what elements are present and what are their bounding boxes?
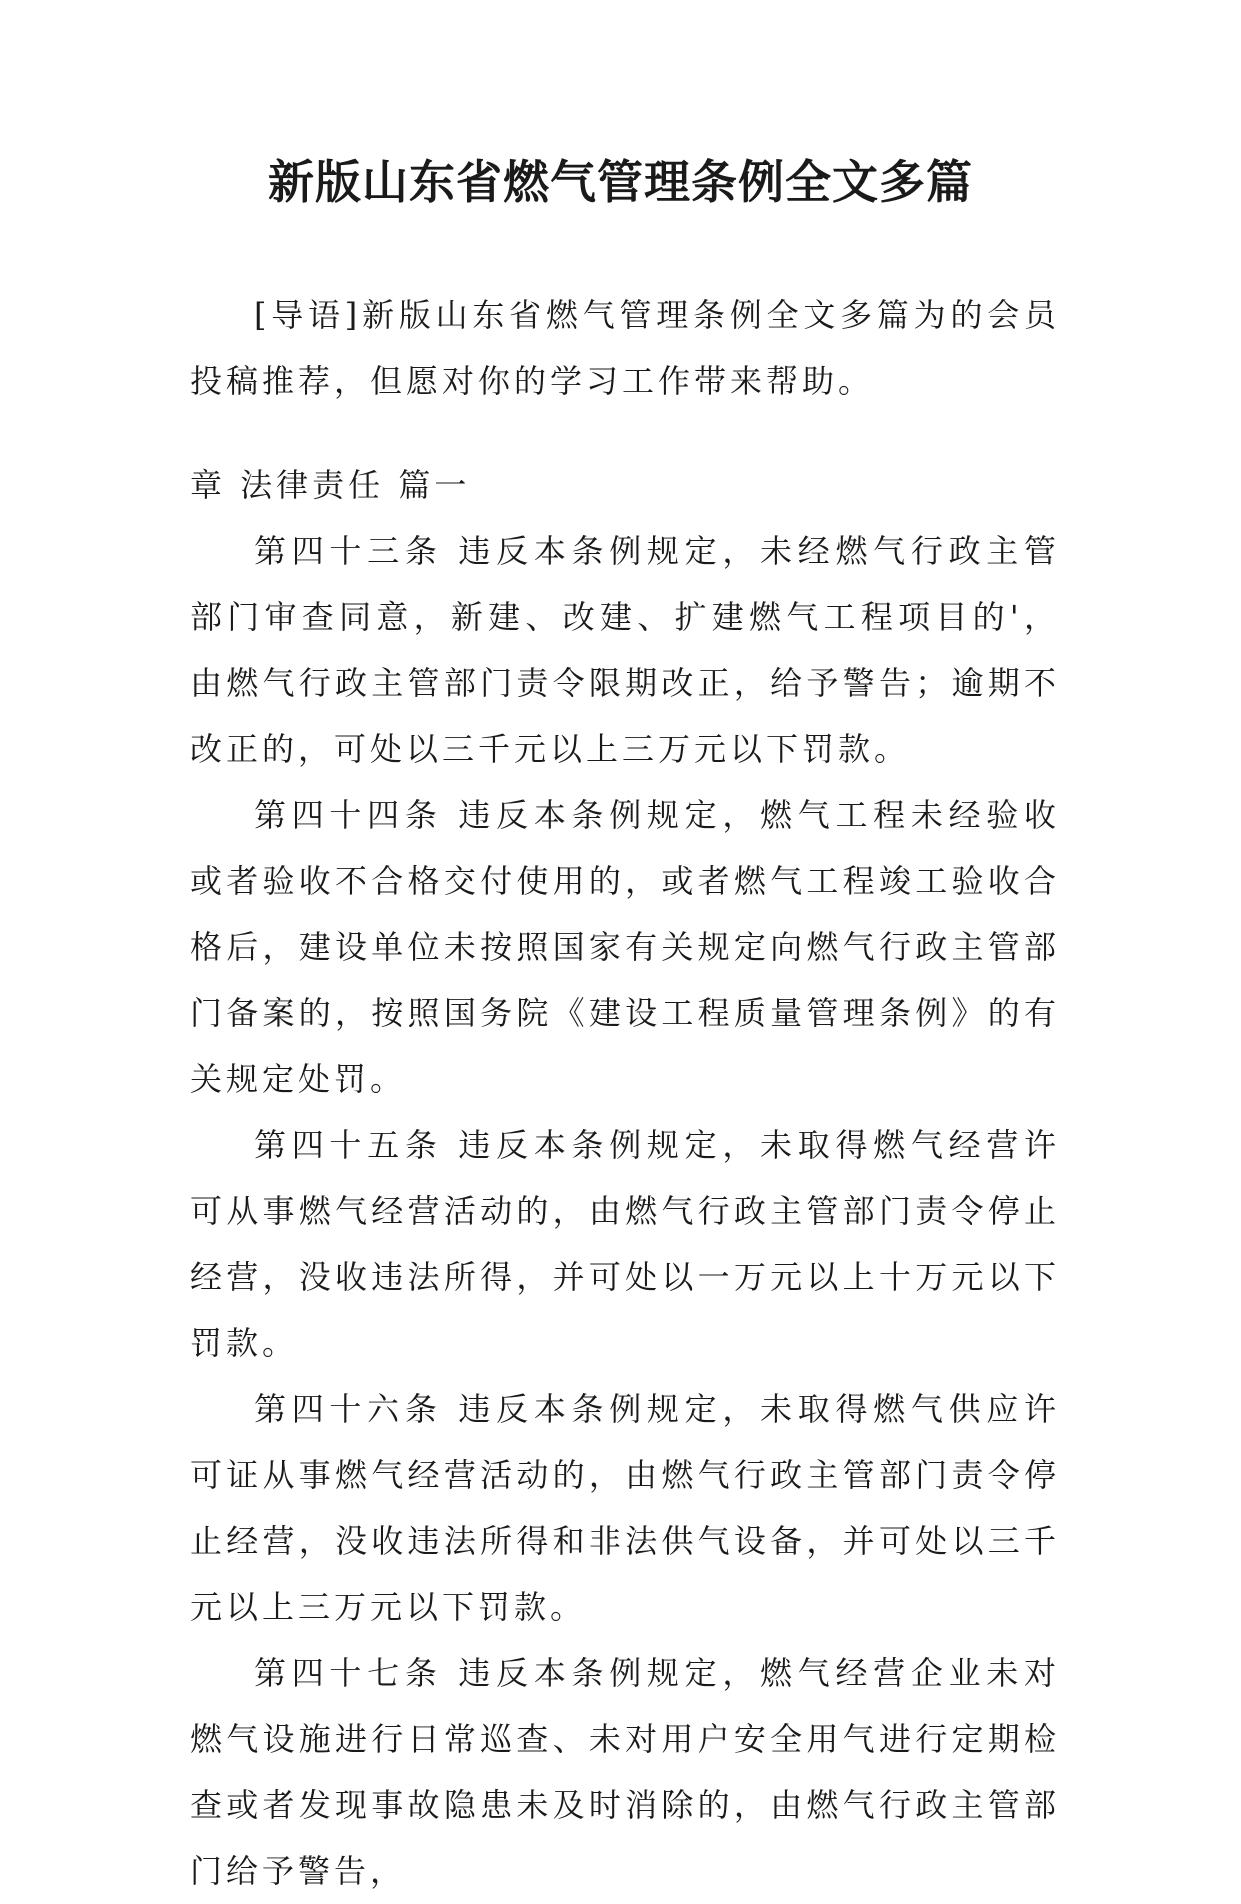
intro-paragraph: [导语]新版山东省燃气管理条例全文多篇为的会员投稿推荐，但愿对你的学习工作带来帮助。: [190, 296, 1060, 400]
chapter-heading: 章 法律责任 篇一: [190, 466, 471, 504]
article-paragraph: 第四十六条 违反本条例规定，未取得燃气供应许可证从事燃气经营活动的，由燃气行政主管部门责令停止经营，没收违法所得和非法供气设备，并可处以三千元以上三万元以下罚款。: [190, 1390, 1060, 1626]
articles-section: [190, 518, 1060, 1904]
article-paragraph: 第四十七条 违反本条例规定，燃气经营企业未对燃气设施进行日常巡查、未对用户安全用气进行定期检查或者发现事故隐患未及时消除的，由燃气行政主管部门给予警告，: [190, 1654, 1060, 1890]
document-title: 新版山东省燃气管理条例全文多篇: [268, 155, 973, 209]
article-paragraph: 第四十五条 违反本条例规定，未取得燃气经营许可从事燃气经营活动的，由燃气行政主管部门责令停止经营，没收违法所得，并可处以一万元以上十万元以下罚款。: [190, 1126, 1060, 1362]
article-paragraph: 第四十三条 违反本条例规定，未经燃气行政主管部门审查同意，新建、改建、扩建燃气工程项目的'，由燃气行政主管部门责令限期改正，给予警告；逾期不改正的，可处以三千元以上三万元以下罚款。: [190, 532, 1060, 768]
article-paragraph: 第四十四条 违反本条例规定，燃气工程未经验收或者验收不合格交付使用的，或者燃气工程竣工验收合格后，建设单位未按照国家有关规定向燃气行政主管部门备案的，按照国务院《建设工程质量管理条例》的有关规定处罚。: [190, 796, 1060, 1098]
